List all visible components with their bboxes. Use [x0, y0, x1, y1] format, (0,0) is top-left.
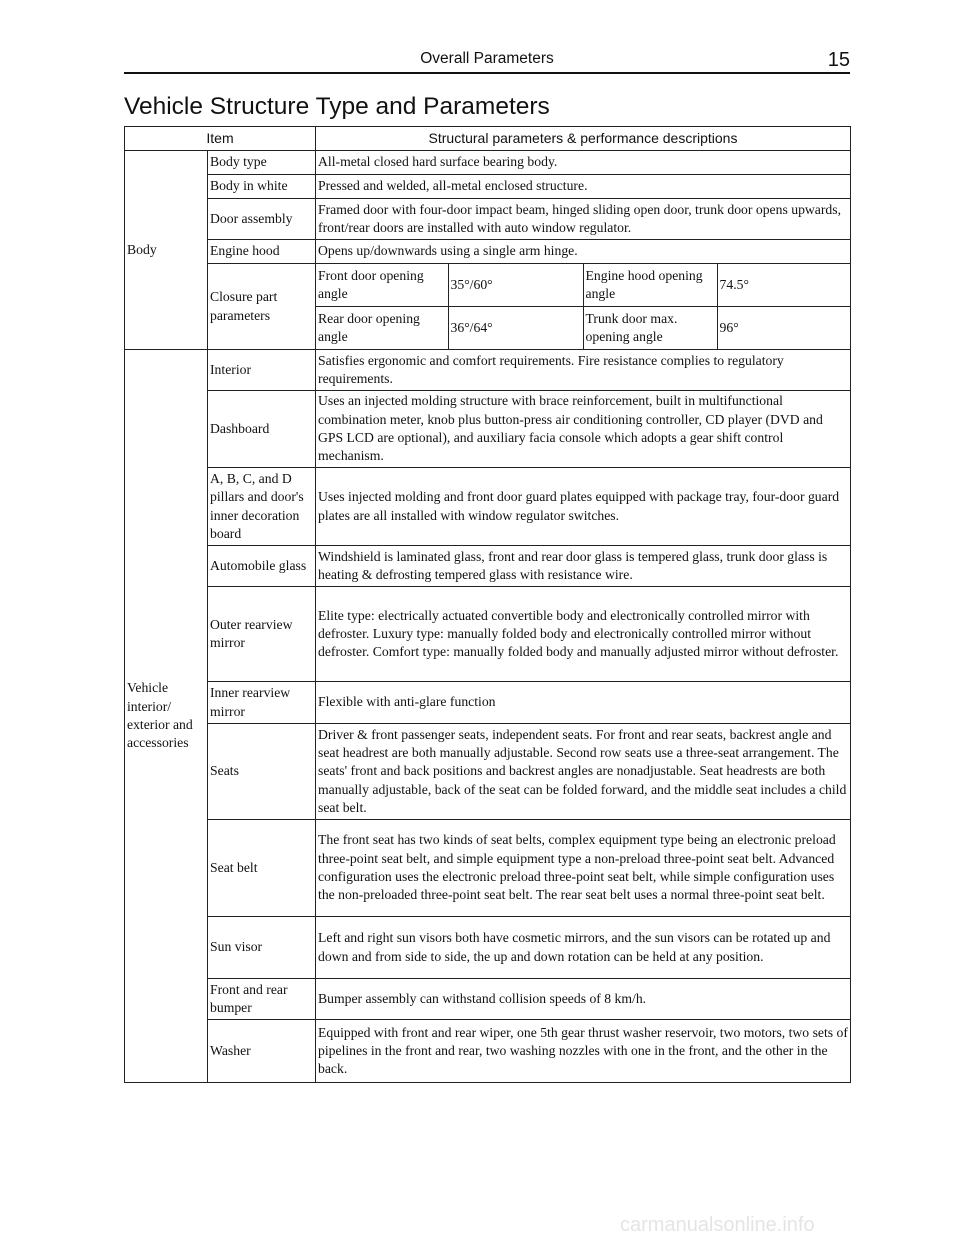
description-cell: Pressed and welded, all-metal enclosed structure.: [316, 175, 851, 199]
description-cell: Uses an injected molding structure with brace reinforcement, built in multifunctional combination meter, knob plus button-press air conditioning controller, CD player (DVD and GPS LCD are optional), and auxiliary facia console which adopts a gear shift control mechanism.: [316, 391, 851, 468]
closure-value: 96°: [719, 319, 739, 335]
closure-label: Rear door opening angle: [316, 307, 448, 349]
item-cell: Sun visor: [208, 917, 316, 979]
table-row: [125, 391, 851, 468]
table-row: [125, 1020, 851, 1083]
description-cell: The front seat has two kinds of seat belts, complex equipment type being an electronic preload three-point seat belt, and simple equipment type a non-preload three-point seat belt. Advanced configuration uses the electronic preload three-point seat belt, while simple configuration uses the non-preloaded three-point seat belt. The rear seat belt uses a normal three-point seat belt.: [316, 820, 851, 917]
item-cell: Door assembly: [208, 199, 316, 240]
description-cell: Flexible with anti-glare function: [316, 682, 851, 724]
item-cell: Outer rearview mirror: [208, 587, 316, 682]
table-row: [125, 199, 851, 240]
item-cell: Automobile glass: [208, 546, 316, 587]
item-cell: Washer: [208, 1020, 316, 1083]
closure-value: 74.5°: [719, 276, 749, 292]
column-header-description: Structural parameters & performance descriptions: [316, 127, 851, 151]
item-cell: Dashboard: [208, 391, 316, 468]
closure-cell: [316, 264, 851, 307]
closure-label: Front door opening angle: [316, 264, 448, 306]
description-cell: Uses injected molding and front door guard plates equipped with package tray, four-door guard plates are all installed with window regulator switches.: [316, 468, 851, 546]
table-row: [125, 175, 851, 199]
running-header-title: Overall Parameters: [420, 50, 554, 67]
column-header-item: Item: [125, 127, 316, 151]
description-cell: Windshield is laminated glass, front and rear door glass is tempered glass, trunk door glass is heating & defrosting tempered glass with resistance wire.: [316, 546, 851, 587]
spec-table: [124, 126, 851, 1083]
item-cell: Inner rearview mirror: [208, 682, 316, 724]
table-row: [125, 151, 851, 175]
watermark-logo: [620, 1214, 945, 1236]
table-row: [125, 820, 851, 917]
description-cell: Satisfies ergonomic and comfort requirements. Fire resistance complies to regulatory requirements.: [316, 350, 851, 391]
closure-row-rear: [316, 307, 851, 349]
description-cell: Bumper assembly can withstand collision speeds of 8 km/h.: [316, 979, 851, 1020]
closure-cell: [316, 307, 851, 350]
table-row: [125, 240, 851, 264]
description-cell: Framed door with four-door impact beam, hinged sliding open door, trunk door opens upwards, front/rear doors are installed with auto window regulator.: [316, 199, 851, 240]
item-cell: Seats: [208, 724, 316, 820]
page-number: 15: [827, 49, 850, 71]
item-cell: A, B, C, and D pillars and door's inner decoration board: [208, 468, 316, 546]
description-cell: Left and right sun visors both have cosmetic mirrors, and the sun visors can be rotated up and down and from side to side, the up and down rotation can be held at any position.: [316, 917, 851, 979]
table-row: [125, 350, 851, 391]
category-cell: Vehicle interior/ exterior and accessories: [125, 350, 208, 1083]
table-row: [125, 546, 851, 587]
table-row: [125, 724, 851, 820]
table-row: [125, 587, 851, 682]
item-cell: Engine hood: [208, 240, 316, 264]
closure-value: 36°/64°: [448, 307, 583, 349]
table-row: [125, 917, 851, 979]
closure-label: Engine hood opening angle: [583, 264, 717, 306]
table-row: [125, 468, 851, 546]
description-cell: Driver & front passenger seats, independent seats. For front and rear seats, backrest angle and seat headrest are both manually adjustable. Second row seats use a three-seat arrangement. The seats' front and back positions and backrest angles are nonadjustable. Seat headrests are both manually adjustable, back of the seat can be folded forward, and the middle seat includes a child seat belt.: [316, 724, 851, 820]
closure-value: 35°/60°: [448, 264, 583, 306]
description-cell: All-metal closed hard surface bearing body.: [316, 151, 851, 175]
header-rule: [124, 72, 850, 74]
item-cell: Body type: [208, 151, 316, 175]
description-cell: Opens up/downwards using a single arm hinge.: [316, 240, 851, 264]
table-header-row: [125, 127, 851, 151]
description-cell: Equipped with front and rear wiper, one 5th gear thrust washer reservoir, two motors, two sets of pipelines in the front and rear, two washing nozzles with one in the front, and the other in the back.: [316, 1020, 851, 1083]
item-cell: Seat belt: [208, 820, 316, 917]
item-cell: Closure part parameters: [208, 264, 316, 350]
table-row: [125, 979, 851, 1020]
description-cell: Elite type: electrically actuated convertible body and electronically controlled mirror with defroster. Luxury type: manually folded body and electronically controlled mirror without defroster. Comfort type: manually folded body and manually adjusted mirror without defroster.: [316, 587, 851, 682]
item-cell: Body in white: [208, 175, 316, 199]
svg-text:carmanualsonline.info: carmanualsonline.info: [620, 1214, 815, 1236]
closure-row-front: [316, 264, 851, 306]
table-row: [125, 682, 851, 724]
closure-label: Trunk door max. opening angle: [583, 307, 717, 349]
table-row: [125, 264, 851, 307]
item-cell: Interior: [208, 350, 316, 391]
section-title: Vehicle Structure Type and Parameters: [124, 93, 550, 120]
category-cell: Body: [125, 151, 208, 350]
item-cell: Front and rear bumper: [208, 979, 316, 1020]
